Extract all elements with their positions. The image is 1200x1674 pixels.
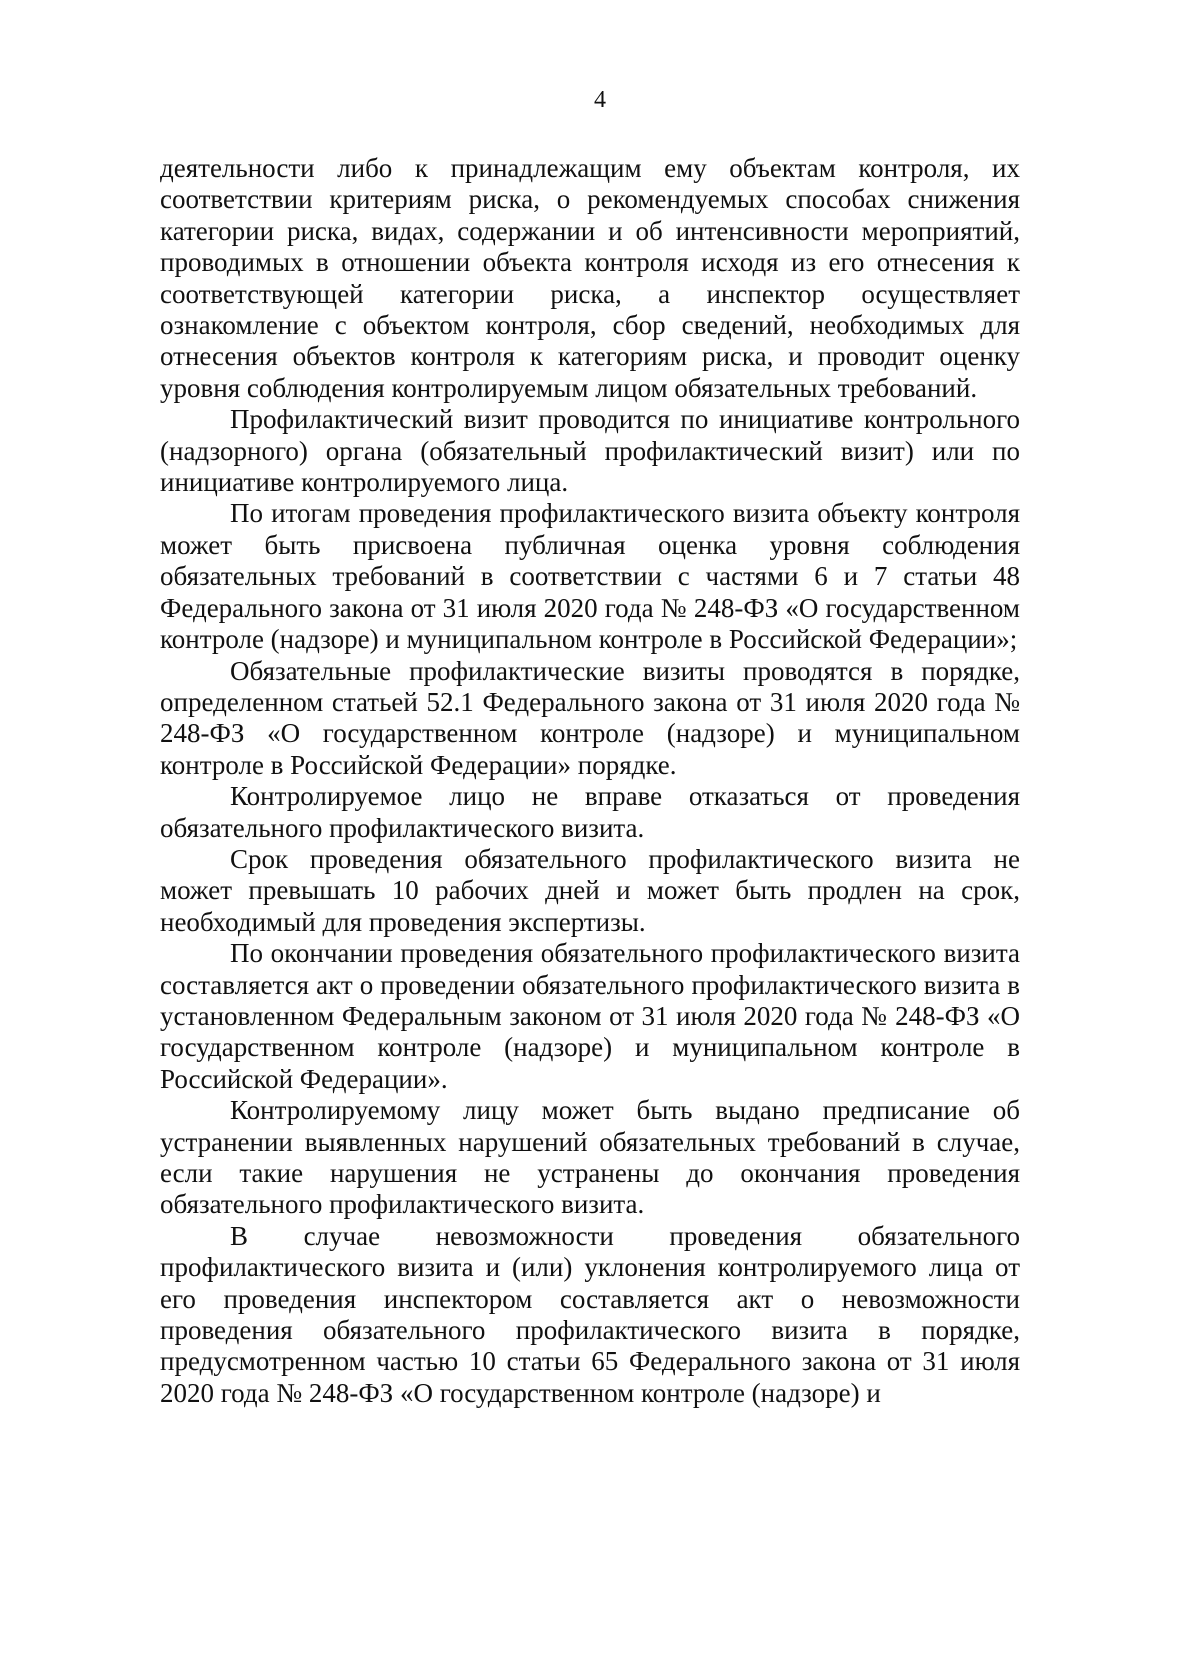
paragraph: Профилактический визит проводится по инициативе контрольного (надзорного) органа (обязательный профилактический визит) или по инициативе контролируемого лица.	[160, 404, 1020, 498]
paragraph: Контролируемому лицу может быть выдано предписание об устранении выявленных нарушений обязательных требований в случае, если такие нарушения не устранены до окончания проведения обязательного профилактического визита.	[160, 1095, 1020, 1220]
paragraph: В случае невозможности проведения обязательного профилактического визита и (или) уклонения контролируемого лица от его проведения инспектором составляется акт о невозможности проведения обязательного профилактического визита в порядке, предусмотренном частью 10 статьи 65 Федерального закона от 31 июля 2020 года № 248-ФЗ «О государственном контроле (надзоре) и	[160, 1220, 1020, 1408]
document-body	[160, 153, 1020, 1409]
paragraph: Срок проведения обязательного профилактического визита не может превышать 10 рабочих дней и может быть продлен на срок, необходимый для проведения экспертизы.	[160, 843, 1020, 937]
paragraph: По итогам проведения профилактического визита объекту контроля может быть присвоена публичная оценка уровня соблюдения обязательных требований в соответствии с частями 6 и 7 статьи 48 Федерального закона от 31 июля 2020 года № 248-ФЗ «О государственном контроле (надзоре) и муниципальном контроле в Российской Федерации»;	[160, 498, 1020, 655]
paragraph: По окончании проведения обязательного профилактического визита составляется акт о проведении обязательного профилактического визита в установленном Федеральным законом от 31 июля 2020 года № 248-ФЗ «О государственном контроле (надзоре) и муниципальном контроле в Российской Федерации».	[160, 938, 1020, 1094]
paragraph: деятельности либо к принадлежащим ему объектам контроля, их соответствии критериям риска, о рекомендуемых способах снижения категории риска, видах, содержании и об интенсивности мероприятий, проводимых в отношении объекта контроля исходя из его отнесения к соответствующей категории риска, а инспектор осуществляет ознакомление с объектом контроля, сбор сведений, необходимых для отнесения объектов контроля к категориям риска, и проводит оценку уровня соблюдения контролируемым лицом обязательных требований.	[160, 153, 1020, 403]
paragraph: Обязательные профилактические визиты проводятся в порядке, определенном статьей 52.1 Федерального закона от 31 июля 2020 года № 248-ФЗ «О государственном контроле (надзоре) и муниципальном контроле в Российской Федерации» порядке.	[160, 655, 1020, 780]
paragraph: Контролируемое лицо не вправе отказаться от проведения обязательного профилактического визита.	[160, 781, 1020, 843]
page-number: 4	[594, 87, 606, 113]
